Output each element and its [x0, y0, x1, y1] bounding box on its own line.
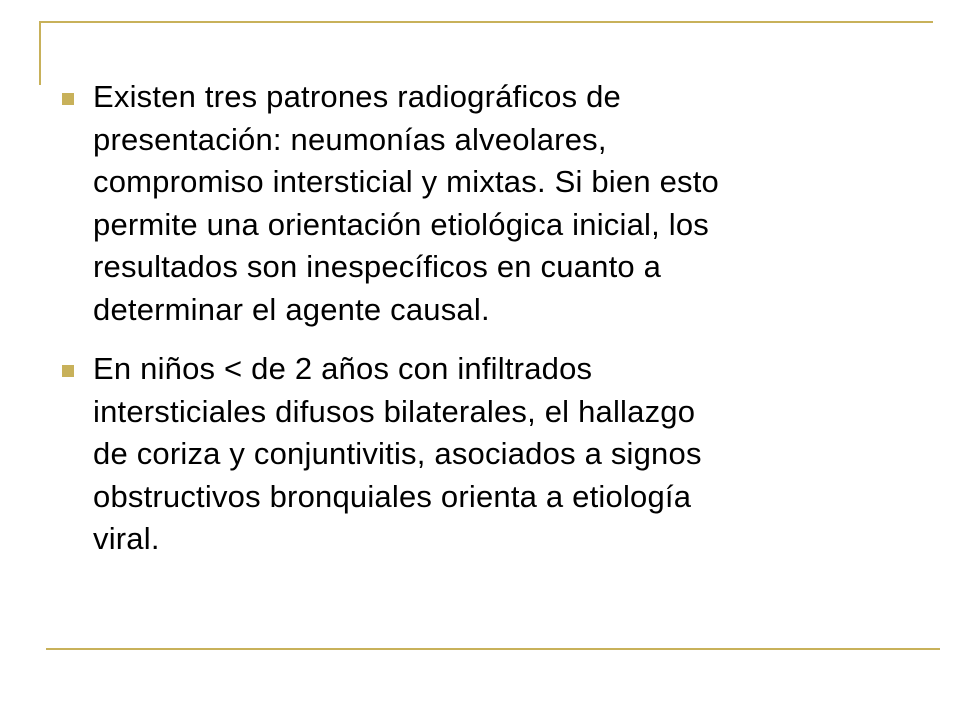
square-bullet-icon	[62, 365, 74, 377]
bullet-line: obstructivos bronquiales orienta a etiología	[93, 478, 692, 514]
bullet-line: presentación: neumonías alveolares,	[93, 121, 607, 157]
bullet-list	[60, 76, 900, 578]
bullet-line: permite una orientación etiológica inicial, los	[93, 206, 709, 242]
bottom-rule	[46, 648, 940, 650]
bullet-line: En niños < de 2 años con infiltrados	[93, 351, 593, 386]
bullet-line: resultados son inespecíficos en cuanto a	[93, 249, 662, 284]
top-rule	[40, 21, 933, 23]
left-rule	[39, 21, 41, 85]
bullet-item	[60, 348, 900, 561]
square-bullet-icon	[62, 93, 74, 105]
bullet-line: compromiso intersticial y mixtas. Si bien esto	[93, 164, 719, 199]
bullet-line: de coriza y conjuntivitis, asociados a signos	[93, 436, 702, 471]
bullet-item	[60, 76, 900, 331]
bullet-line: intersticiales difusos bilaterales, el hallazgo	[93, 393, 696, 429]
bullet-line: viral.	[93, 521, 160, 556]
bullet-line: determinar el agente causal.	[93, 291, 490, 327]
bullet-line: Existen tres patrones radiográficos de	[93, 79, 621, 114]
